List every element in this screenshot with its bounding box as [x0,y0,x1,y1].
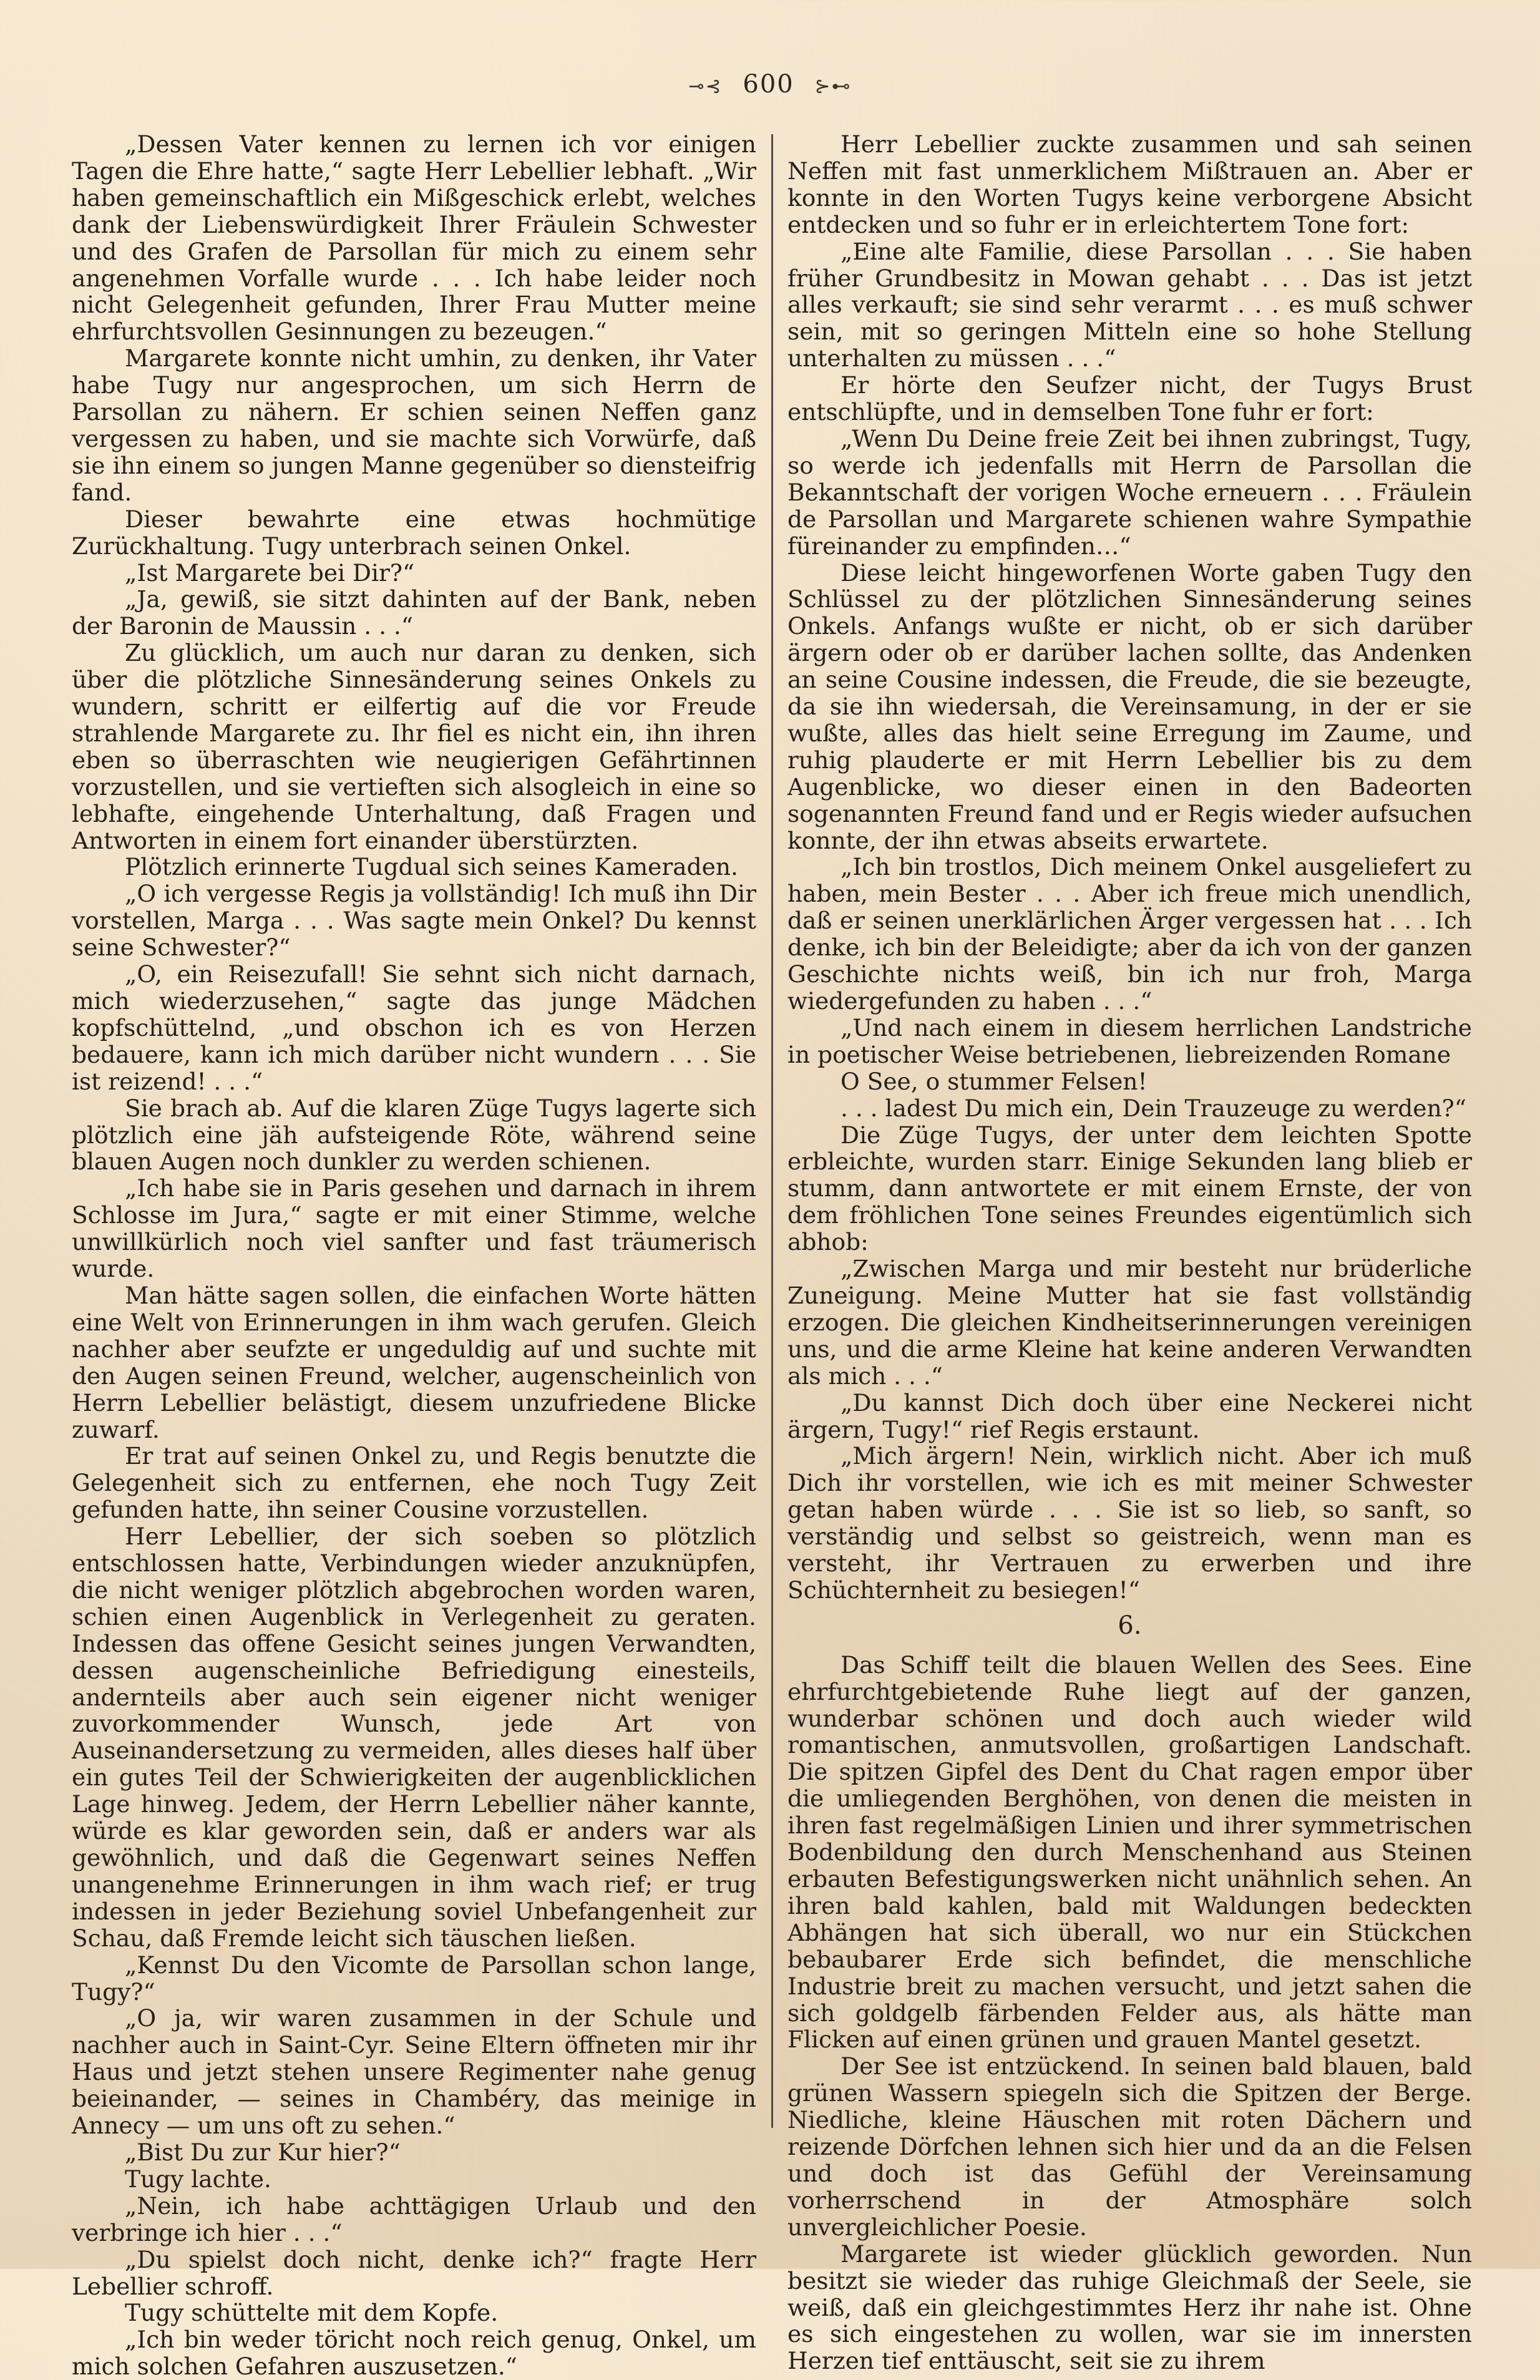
verse-line: . . . ladest Du mich ein, Dein Trauzeuge zu werden?“ [841,1094,1466,1122]
paragraph: „Ich bin weder töricht noch reich genug, Onkel, um mich solchen Gefahren auszusetzen.“ [72,2326,756,2380]
paragraph: „Kennst Du den Vicomte de Parsollan schon lange, Tugy?“ [72,1951,756,2006]
paragraph: „O, ein Reisezufall! Sie sehnt sich nicht darnach, mich wiederzusehen,“ sagte das junge Mädchen kopfschüttelnd, „und obschon ich es von Herzen bedauere, kann ich mich darüber nicht wundern . . . Sie ist reizend! . . .“ [72,960,756,1095]
paragraph: „Ich bin trostlos, Dich meinem Onkel ausgeliefert zu haben, mein Bester . . . Aber ich freue mich unendlich, daß er seinen unerklärlichen Ärger vergessen hat . . . Ich denke, ich bin der Beleidigte; aber da ich von der ganzen Geschichte nichts weiß, bin ich nur froh, Marga wiedergefunden zu haben . . .“ [787,853,1472,1015]
left-column [72,131,756,2380]
paragraph: Dieser bewahrte eine etwas hochmütige Zurückhaltung. Tugy unterbrach seinen Onkel. [72,505,756,560]
paragraph: „Du kannst Dich doch über eine Neckerei nicht ärgern, Tugy!“ rief Regis erstaunt. [787,1388,1472,1443]
paragraph: „Nein, ich habe achttägigen Urlaub und den verbringe ich hier . . .“ [72,2192,756,2246]
paragraph: „O ich vergesse Regis ja vollständig! Ich muß ihn Dir vorstellen, Marga . . . Was sagte mein Onkel? Du kennst seine Schwester?“ [72,880,756,962]
paragraph: „Dessen Vater kennen zu lernen ich vor einigen Tagen die Ehre hatte,“ sagte Herr Lebellier lebhaft. „Wir haben gemeinschaftlich ein Mißgeschick erlebt, welches dank der Liebenswürdigkeit Ihrer Fräulein Schwester und des Grafen de Parsollan für mich zu einem sehr angenehmen Vorfalle wurde . . . Ich habe leider noch nicht Gelegenheit gefunden, Ihrer Frau Mutter meine ehrfurchtsvollen Gesinnungen zu bezeugen.“ [72,130,756,346]
paragraph: „Du spielst doch nicht, denke ich?“ fragte Herr Lebellier schroff. [72,2245,756,2300]
paragraph: Das Schiff teilt die blauen Wellen des Sees. Eine ehrfurchtgebietende Ruhe liegt auf der ganzen, wunderbar schönen und doch auch wieder wild romantischen, anmutsvollen, großartigen Landschaft. Die spitzen Gipfel des Dent du Chat ragen empor über die umliegenden Berghöhen, von denen die meisten in ihren fast regelmäßigen Linien und ihrer symmetrischen Bodenbildung den durch Menschenhand aus Steinen erbauten Befestigungswerken nicht unähnlich sehen. An ihren bald kahlen, bald mit Waldungen bedeckten Abhängen hat sich überall, wo nur ein Stückchen bebaubarer Erde sich befindet, die menschliche Industrie breit zu machen versucht, und jetzt sahen die sich goldgelb färbenden Felder aus, als hätte man Flicken auf einen grünen und grauen Mantel gesetzt. [787,1651,1472,2054]
paragraph: Zu glücklich, um auch nur daran zu denken, sich über die plötzliche Sinnesänderung seines Onkels zu wundern, schritt er eilfertig auf die vor Freude strahlende Margarete zu. Ihr fiel es nicht ein, ihn ihren eben so überraschten wie neugierigen Gefährtinnen vorzustellen, und sie vertieften sich alsogleich in eine so lebhafte, eingehende Unterhaltung, daß Fragen und Antworten in einem fort einander überstürzten. [72,639,756,854]
column-divider [771,134,773,2128]
right-column [787,131,1472,2374]
paragraph: „Ja, gewiß, sie sitzt dahinten auf der Bank, neben der Baronin de Maussin . . .“ [72,585,756,640]
page-header [0,70,1540,99]
verse-line: O See, o stummer Felsen! [841,1067,1148,1095]
paragraph: „Ist Margarete bei Dir?“ [125,558,415,587]
paragraph: „Zwischen Marga und mir besteht nur brüderliche Zuneigung. Meine Mutter hat sie fast vollständig erzogen. Die gleichen Kindheitserinnerungen vereinigen uns, und die arme Kleine hat keine anderen Verwandten als mich . . .“ [787,1255,1472,1390]
page-number: 600 [743,70,794,99]
paragraph: Plötzlich erinnerte Tugdual sich seines Kameraden. [125,853,738,881]
paragraph: „Und nach einem in diesem herrlichen Landstriche in poetischer Weise betriebenen, liebreizenden Romane [787,1013,1472,1068]
ornament-left-icon: ⊸⊰ [688,76,723,97]
paragraph: Der See ist entzückend. In seinen bald blauen, bald grünen Wassern spiegeln sich die Spitzen der Berge. Niedliche, kleine Häuschen mit roten Dächern und reizende Dörfchen lehnen sich hier und da an die Felsen und doch ist das Gefühl der Vereinsamung vorherrschend in der Atmosphäre solch unvergleichlicher Poesie. [787,2052,1472,2241]
ornament-right-icon: ⊱⊷ [814,76,852,97]
paragraph: „Eine alte Familie, diese Parsollan . . . Sie haben früher Grundbesitz in Mowan gehabt . . . Das ist jetzt alles verkauft; sie sind sehr verarmt . . . es muß schwer sein, mit so geringen Mitteln eine so hohe Stellung unterhalten zu müssen . . .“ [787,237,1472,373]
paragraph: „Ich habe sie in Paris gesehen und darnach in ihrem Schlosse im Jura,“ sagte er mit einer Stimme, welche unwillkürlich noch viel sanfter und fast träumerisch wurde. [72,1174,756,1283]
paragraph: Tugy lachte. [125,2165,271,2193]
paragraph: Margarete ist wieder glücklich geworden. Nun besitzt sie wieder das ruhige Gleichmaß der Seele, sie weiß, daß ein gleichgestimmtes Herz ihr nahe ist. Ohne es sich eingestehen zu wollen, war sie im innersten Herzen tief enttäuscht, seit sie zu ihrem [787,2240,1472,2375]
paragraph: Sie brach ab. Auf die klaren Züge Tugys lagerte sich plötzlich eine jäh aufsteigende Röte, während seine blauen Augen noch dunkler zu werden schienen. [72,1094,756,1176]
section-number: 6. [1118,1611,1142,1640]
paragraph: „Mich ärgern! Nein, wirklich nicht. Aber ich muß Dich ihr vorstellen, wie ich es mit meiner Schwester getan haben würde . . . Sie ist so lieb, so sanft, so verständig und selbst so geistreich, wenn man es versteht, ihr Vertrauen zu erwerben und ihre Schüchternheit zu besiegen!“ [787,1442,1472,1604]
paragraph: Diese leicht hingeworfenen Worte gaben Tugy den Schlüssel zu der plötzlichen Sinnesänderung seines Onkels. Anfangs wußte er nicht, ob er sich darüber ärgern oder ob er darüber lachen sollte, das Andenken an seine Cousine indessen, die Freude, die sie bezeugte, da sie ihn wiedersah, die Vereinsamung, in der er sie wußte, alles das hielt seine Erregung im Zaume, und ruhig plauderte er mit Herrn Lebellier bis zu dem Augenblicke, wo dieser einen in den Badeorten sogenannten Freund fand und er Regis wieder aufsuchen konnte, der ihn etwas abseits erwartete. [787,558,1472,854]
paragraph: Man hätte sagen sollen, die einfachen Worte hätten eine Welt von Erinnerungen in ihm wach gerufen. Gleich nachher aber seufzte er ungeduldig auf und suchte mit den Augen seinen Freund, welcher, augenscheinlich von Herrn Lebellier belästigt, diesem unzufriedene Blicke zuwarf. [72,1281,756,1443]
paragraph: Er trat auf seinen Onkel zu, und Regis benutzte die Gelegenheit sich zu entfernen, ehe noch Tugy Zeit gefunden hatte, ihn seiner Cousine vorzustellen. [72,1442,756,1524]
paragraph: Er hörte den Seufzer nicht, der Tugys Brust entschlüpfte, und in demselben Tone fuhr er fort: [787,371,1472,426]
paragraph: Herr Lebellier zuckte zusammen und sah seinen Neffen mit fast unmerklichem Mißtrauen an. Aber er konnte in den Worten Tugys keine verborgene Absicht entdecken und so fuhr er in erleichtertem Tone fort: [787,130,1472,238]
paragraph: Tugy schüttelte mit dem Kopfe. [125,2299,499,2327]
paragraph: „O ja, wir waren zusammen in der Schule und nachher auch in Saint-Cyr. Seine Eltern öffneten mir ihr Haus und jetzt stehen unsere Regimenter nahe genug beieinander, — seines in Chambéry, das meinige in Annecy — um uns oft zu sehen.“ [72,2004,756,2140]
paragraph: Margarete konnte nicht umhin, zu denken, ihr Vater habe Tugy nur angesprochen, um sich Herrn de Parsollan zu nähern. Er schien seinen Neffen ganz vergessen zu haben, und sie machte sich Vorwürfe, daß sie ihn einem so jungen Manne gegenüber so diensteifrig fand. [72,344,756,506]
paragraph: „Bist Du zur Kur hier?“ [125,2138,401,2166]
paragraph: Herr Lebellier, der sich soeben so plötzlich entschlossen hatte, Verbindungen wieder anzuknüpfen, die nicht weniger plötzlich abgebrochen worden waren, schien einen Augenblick in Verlegenheit zu geraten. Indessen das offene Gesicht seines jungen Verwandten, dessen augenscheinliche Befriedigung einesteils, andernteils aber auch sein eigener nicht weniger zuvorkommender Wunsch, jede Art von Auseinandersetzung zu vermeiden, alles dieses half über ein gutes Teil der Schwierigkeiten der augenblicklichen Lage hinweg. Jedem, der Herrn Lebellier näher kannte, würde es klar geworden sein, daß er anders war als gewöhnlich, und daß die Gegenwart seines Neffen unangenehme Erinnerungen in ihm wach rief; er trug indessen in jeder Beziehung soviel Unbefangenheit zur Schau, daß Fremde leicht sich täuschen ließen. [72,1523,756,1952]
paragraph: Die Züge Tugys, der unter dem leichten Spotte erbleichte, wurden starr. Einige Sekunden lang blieb er stumm, dann antwortete er mit einem Ernste, der von dem fröhlichen Tone seines Freundes eigentümlich sich abhob: [787,1121,1472,1256]
paragraph: „Wenn Du Deine freie Zeit bei ihnen zubringst, Tugy, so werde ich jedenfalls mit Herrn de Parsollan die Bekanntschaft der vorigen Woche erneuern . . . Fräulein de Parsollan und Margarete schienen wahre Sympathie füreinander zu empfinden…“ [787,424,1472,560]
